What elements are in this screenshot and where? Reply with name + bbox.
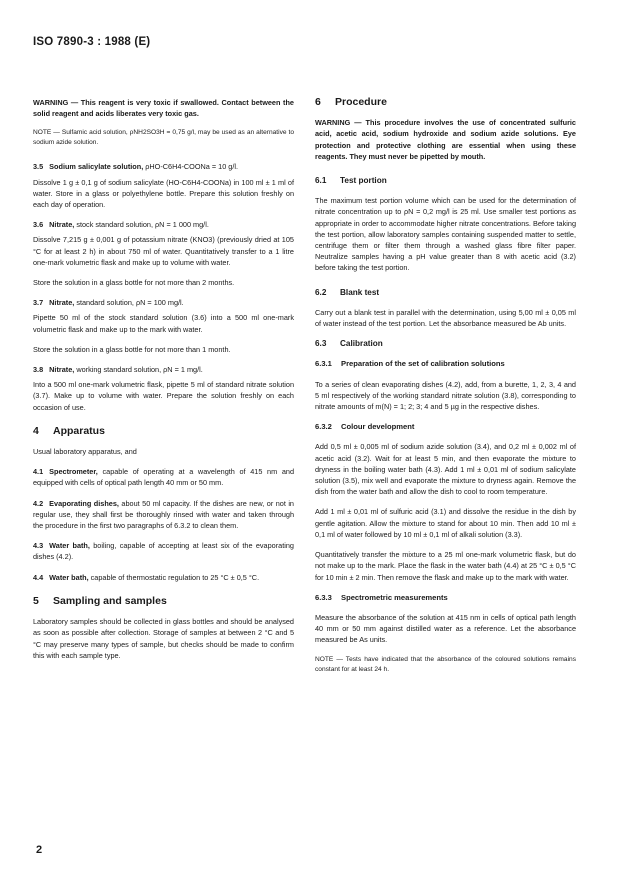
section-4-heading: 4 Apparatus	[33, 424, 105, 437]
clause-4-1: 4.1 Spectrometer, capable of operating at a wavelength of 415 nm and equipped with cells of optical path length 40 mm or 50 mm.	[33, 467, 295, 488]
section-6-3-2-para-1: Add 0,5 ml ± 0,005 ml of sodium azide solution (3.4), and 0,2 ml ± 0,002 ml of acetic acid (3.2). Wait for at least 5 min, and then evaporate the mixture to dryness in the boiling water bath (4.3). Add 1 ml ± 0,01 ml of sodium salicylate solution (3.5), mix well and evaporate the mixture to dryness again. Remove the dish from the water bath and allow the dish to cool to room temperature.	[315, 442, 576, 497]
clause-3-6-storage: Store the solution in a glass bottle for not more than 2 months.	[33, 278, 235, 288]
procedure-warning: WARNING — This procedure involves the use of concentrated sulfuric acid, acetic acid, sodium hydroxide and sodium azide solutions. Eye protection and protective clothing are essential when using these reagents. They must never be pipetted by mouth.	[315, 118, 576, 161]
clause-4-3: 4.3 Water bath, boiling, capable of accepting at least six of the evaporating dishes (4.2).	[33, 541, 294, 562]
right-column	[315, 97, 576, 684]
section-6-heading: 6 Procedure	[315, 96, 387, 108]
section-6-3-3-heading: 6.3.3 Spectrometric measurements	[315, 592, 448, 602]
section-6-2-body: Carry out a blank test in parallel with the determination, using 5,00 ml ± 0,05 ml of water instead of the test portion. Let the absorbance measured be Ab units.	[315, 307, 576, 329]
left-column	[33, 97, 294, 670]
clause-4-2: 4.2 Evaporating dishes, about 50 ml capacity. If the dishes are new, or not in regular use, they shall first be thoroughly rinsed with water and taken through the procedure in the first two paragraphs of 6.3.2 to clean them.	[33, 498, 294, 531]
reagent-warning: WARNING — This reagent is very toxic if swallowed. Contact between the solid reagent and acids liberates very toxic gas.	[33, 98, 294, 119]
section-6-3-1-heading: 6.3.1 Preparation of the set of calibration solutions	[315, 359, 505, 369]
section-6-1-heading: 6.1 Test portion	[315, 176, 387, 186]
clause-3-8-body: Into a 500 ml one-mark volumetric flask, pipette 5 ml of standard nitrate solution (3.7). Make up to volume with water. Prepare the solution freshly on each occasion of use.	[33, 380, 294, 412]
section-6-3-2-heading: 6.3.2 Colour development	[315, 422, 415, 432]
sulfamic-note: NOTE — Sulfamic acid solution, ρNH2SO3H = 0,75 g/l, may be used as an alternative to sodium azide solution.	[33, 129, 294, 147]
clause-3-7-body: Pipette 50 ml of the stock standard solution (3.6) into a 500 ml one-mark volumetric flask and make up to the mark with water.	[33, 313, 294, 334]
clause-4-4: 4.4 Water bath, capable of thermostatic regulation to 25 °C ± 0,5 °C.	[33, 572, 260, 582]
section-6-3-2-para-3: Quantitatively transfer the mixture to a 25 ml one-mark volumetric flask, but do not make up to the mark. Place the flask in the water bath (4.4) at 25 °C ± 0,5 °C for 10 min ± 2 min. Then remove the flask and make up to the mark with water.	[315, 550, 576, 582]
section-6-3-1-body: To a series of clean evaporating dishes (4.2), add, from a burette, 1, 2, 3, 4 and 5 ml respectively of the working standard nitrate solution (3.8), corresponding to nitrate amounts of m(N) = 1; 2; 3; 4 and 5 µg in the respective dishes.	[315, 379, 576, 412]
clause-3-5-body: Dissolve 1 g ± 0,1 g of sodium salicylate (HO-C6H4-COONa) in 100 ml ± 1 ml of water. Store in a glass or polyethylene bottle. Prepare this solution freshly on each day of operation.	[33, 177, 294, 210]
clause-3-5-heading: 3.5 Sodium salicylate solution, ρHO-C6H4-COONa = 10 g/l.	[33, 162, 239, 172]
document-id: ISO 7890-3 : 1988 (E)	[33, 36, 151, 48]
section-6-3-heading: 6.3 Calibration	[315, 339, 383, 349]
section-5-heading: 5 Sampling and samples	[33, 594, 167, 607]
section-6-3-3-body: Measure the absorbance of the solution at 415 nm in cells of optical path length 40 mm or 50 mm against distilled water as a reference. Let the absorbance measured be As units.	[315, 612, 576, 645]
section-4-intro: Usual laboratory apparatus, and	[33, 447, 137, 457]
absorbance-note: NOTE — Tests have indicated that the absorbance of the coloured solutions remains constant for at least 24 h.	[315, 655, 576, 673]
clause-3-8-heading: 3.8 Nitrate, working standard solution, ρN = 1 mg/l.	[33, 365, 203, 375]
clause-3-7-storage: Store the solution in a glass bottle for not more than 1 month.	[33, 344, 231, 354]
section-5-body: Laboratory samples should be collected in glass bottles and should be analysed as soon as possible after collection. Storage of samples at between 2 °C and 5 °C may preserve many types of sample, but checks should be made to confirm this with each sample type.	[33, 617, 294, 660]
clause-3-6-heading: 3.6 Nitrate, stock standard solution, ρN = 1 000 mg/l.	[33, 220, 209, 230]
page-number: 2	[36, 844, 43, 856]
section-6-2-heading: 6.2 Blank test	[315, 287, 380, 297]
section-6-1-body: The maximum test portion volume which can be used for the determination of nitrate concentration up to ρN = 0,2 mg/l is 25 ml. Use smaller test portions as appropriate in order to accommodate higher nitrate concentrations. Before taking the test portion, allow laboratory samples containing suspended matter to settle, centrifuge them or filter them through a washed glass fibre filter paper. Neutralize samples having a pH value greater than 8 with acetic acid (3.2) before taking the test portion.	[315, 196, 576, 273]
clause-3-6-body: Dissolve 7,215 g ± 0,001 g of potassium nitrate (KNO3) (previously dried at 105 °C for at least 2 h) in about 750 ml of water. Quantitatively transfer to a 1 litre one-mark volumetric flask and make up to volume with water.	[33, 235, 294, 267]
clause-3-7-heading: 3.7 Nitrate, standard solution, ρN = 100 mg/l.	[33, 298, 184, 308]
section-6-3-2-para-2: Add 1 ml ± 0,01 ml of sulfuric acid (3.1) and dissolve the residue in the dish by gentle agitation. Allow the mixture to stand for about 10 min. Then add 10 ml ± 0,1 ml of water followed by 10 ml ± 0,1 ml of alkali solution (3.3).	[315, 507, 576, 539]
